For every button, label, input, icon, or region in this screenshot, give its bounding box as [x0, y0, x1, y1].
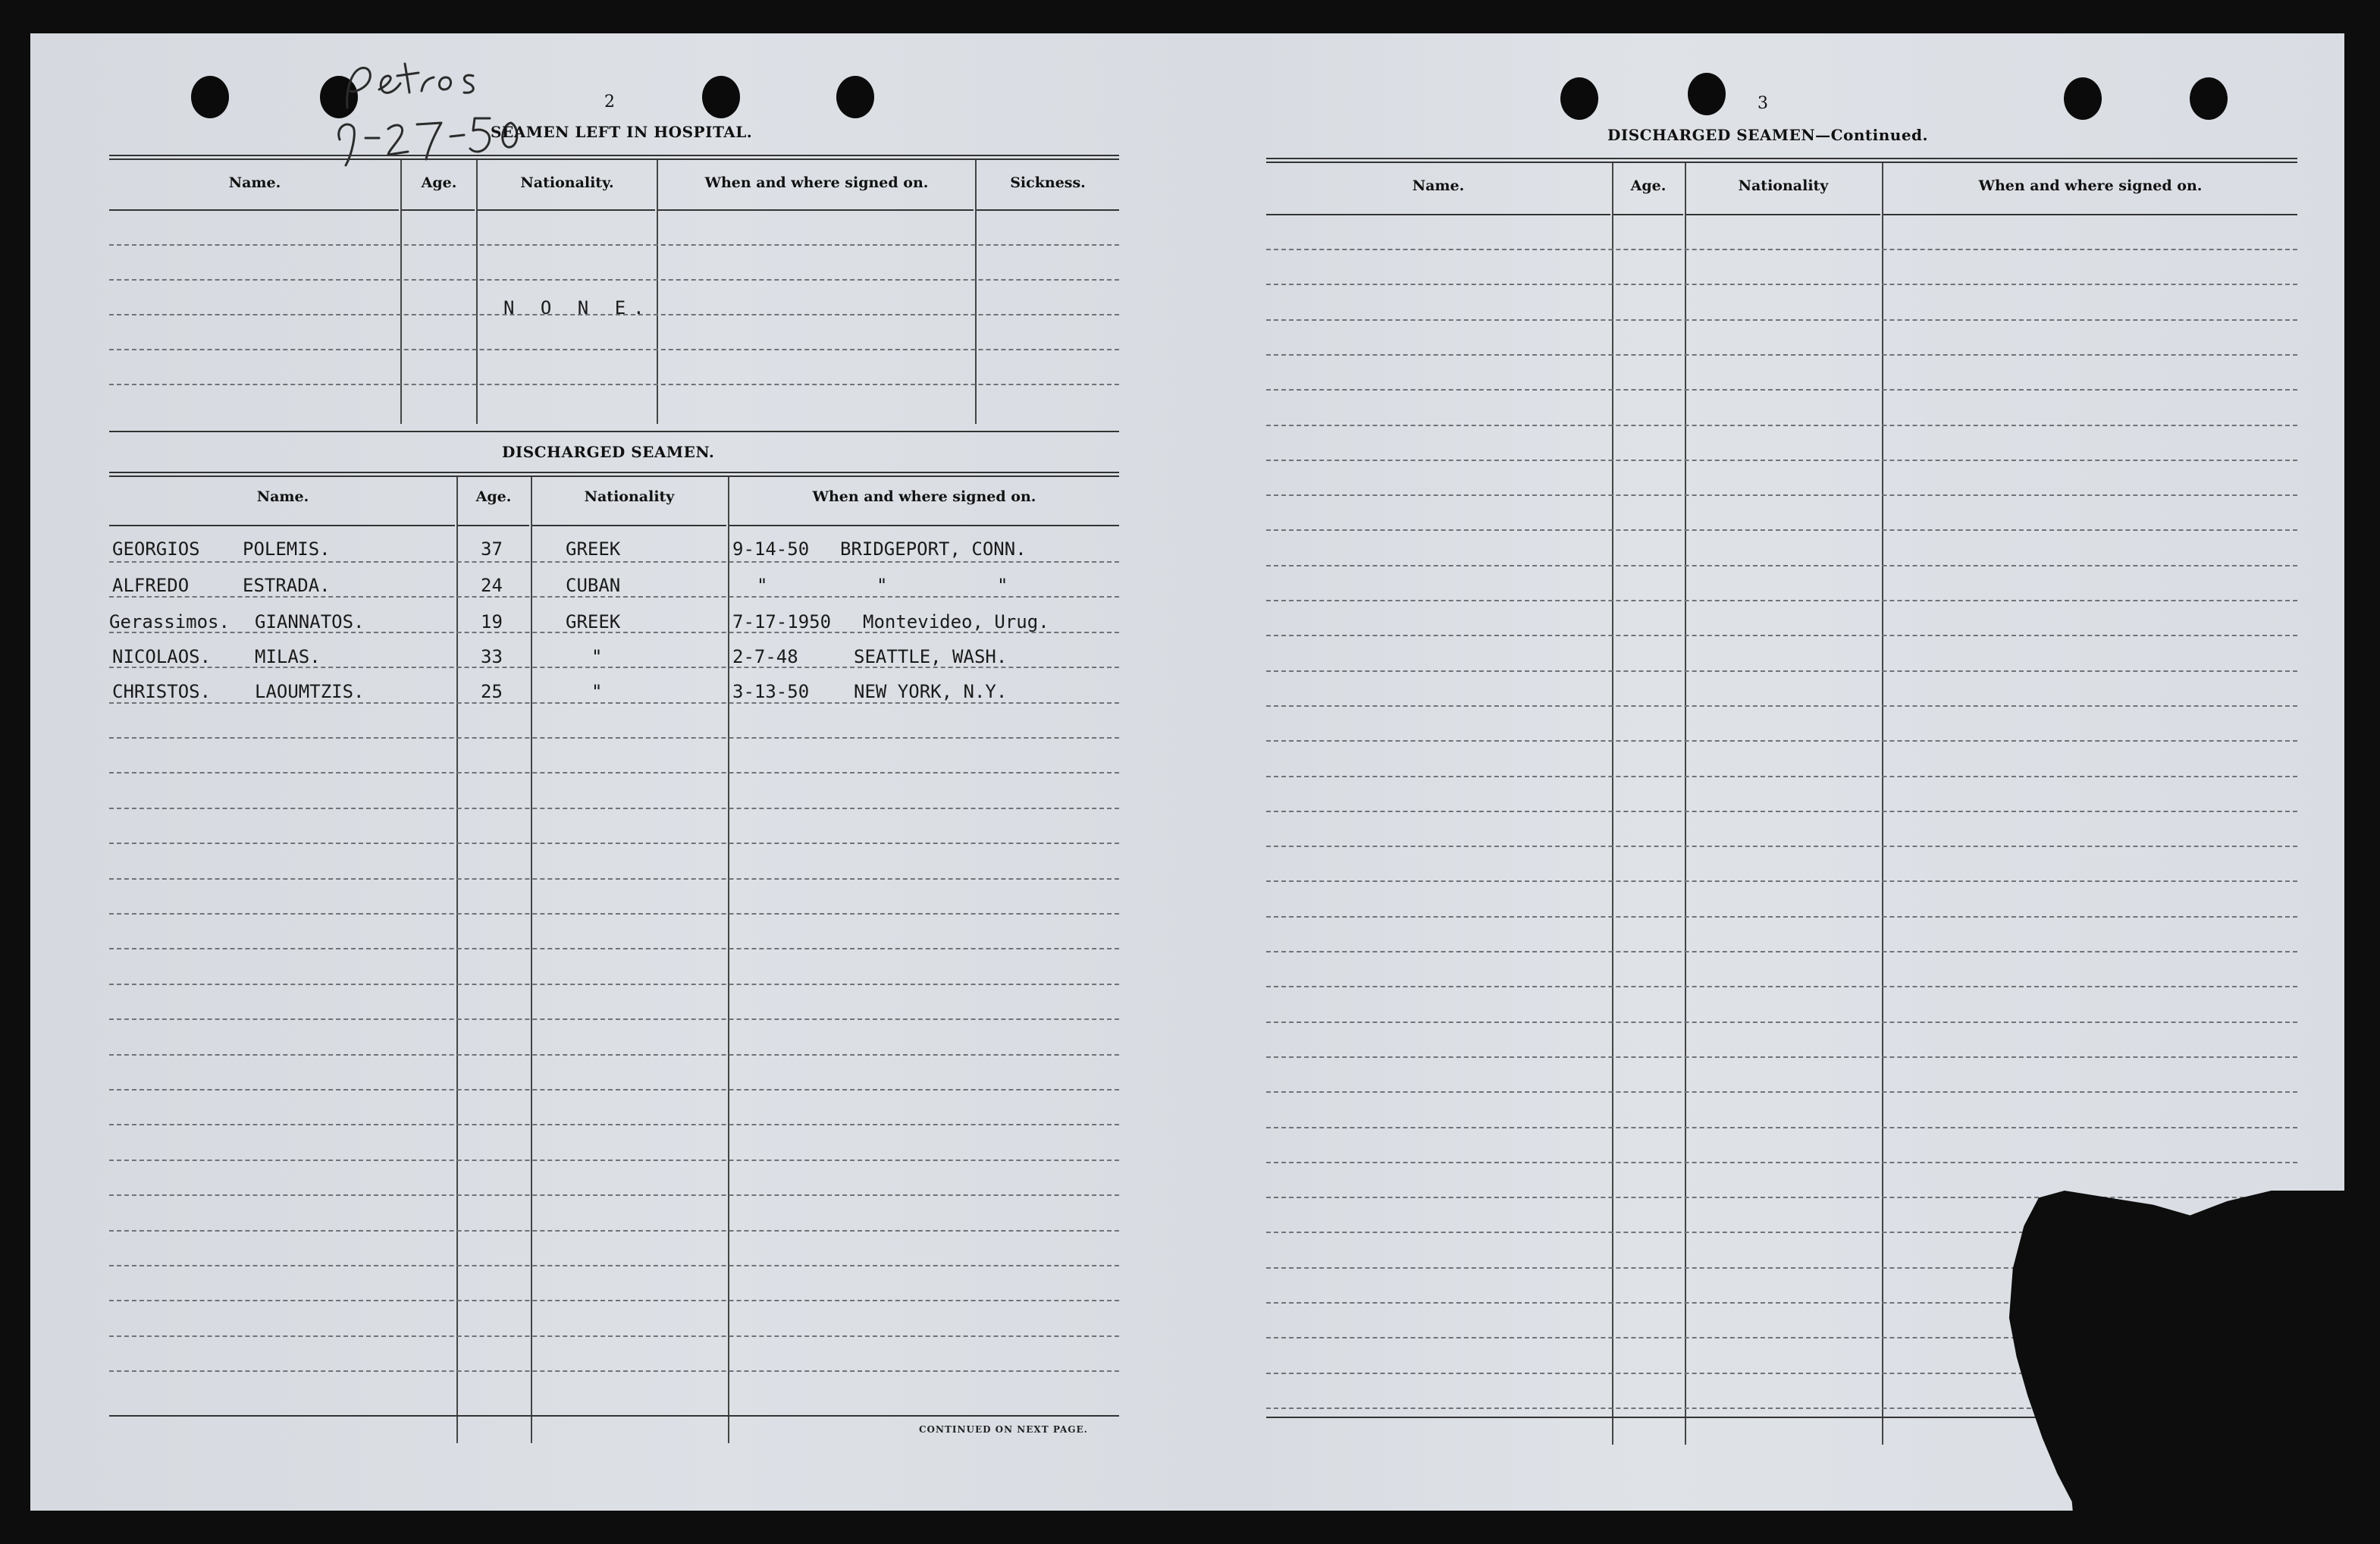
ruled-line	[1266, 1162, 2297, 1163]
ruled-line	[1266, 776, 2297, 777]
ruled-line	[109, 1335, 1119, 1337]
ruled-line	[1266, 811, 2297, 812]
column-divider	[531, 477, 532, 1443]
ruled-line	[1266, 425, 2297, 426]
seaman-last-name: LAOUMTZIS.	[255, 681, 365, 702]
discharged-table-bottom-rule	[109, 1415, 1119, 1417]
ruled-line	[109, 1124, 1119, 1125]
ruled-line	[1266, 284, 2297, 285]
seaman-nationality: GREEK	[566, 611, 621, 632]
column-header: When and where signed on.	[704, 174, 929, 191]
column-header: Name.	[1412, 177, 1465, 194]
ruled-line	[1266, 740, 2297, 742]
ruled-line	[109, 349, 1119, 350]
header-rule	[1266, 214, 1610, 215]
torn-page-corner	[2005, 1191, 2375, 1544]
column-header: Age.	[421, 174, 457, 191]
ruled-line	[109, 1230, 1119, 1232]
punch-hole	[2064, 77, 2102, 120]
column-header: Age.	[1630, 177, 1667, 194]
header-rule	[478, 209, 655, 211]
ruled-line	[109, 1160, 1119, 1161]
signed-on-date: 9-14-50	[732, 538, 810, 560]
seaman-nationality: GREEK	[566, 538, 621, 560]
discharged-continued-title: DISCHARGED SEAMEN—Continued.	[1607, 126, 1928, 144]
ruled-line	[109, 984, 1119, 985]
ruled-line	[1266, 249, 2297, 250]
ruled-line	[1266, 565, 2297, 566]
column-divider	[456, 477, 458, 1443]
column-header: Nationality.	[520, 174, 614, 191]
header-rule	[977, 209, 1119, 211]
header-rule	[109, 525, 455, 526]
column-header: Sickness.	[1010, 174, 1086, 191]
ruled-line	[1266, 1127, 2297, 1128]
punch-hole	[1560, 77, 1598, 120]
right-table-top-rule	[1266, 158, 2297, 163]
handwritten-annotation	[325, 55, 567, 179]
seaman-age: 37	[481, 538, 503, 560]
ruled-line	[1266, 846, 2297, 847]
signed-on-date: 3-13-50	[732, 681, 810, 702]
ruled-line	[1266, 1091, 2297, 1093]
signed-on-date: "	[757, 575, 768, 596]
punch-hole	[1688, 73, 1726, 115]
ruled-line	[109, 244, 1119, 246]
column-header: Nationality	[1738, 177, 1829, 194]
seaman-first-name: GEORGIOS	[112, 538, 200, 560]
ruled-line	[1266, 389, 2297, 391]
ruled-line	[1266, 319, 2297, 321]
ruled-line	[109, 772, 1119, 774]
header-rule	[458, 525, 529, 526]
hospital-table-bottom-rule	[109, 431, 1119, 432]
ruled-line	[109, 279, 1119, 281]
ruled-line	[1266, 354, 2297, 356]
punch-hole	[702, 76, 740, 118]
ruled-line	[109, 913, 1119, 915]
ruled-line	[1266, 494, 2297, 496]
ruled-line	[1266, 600, 2297, 601]
seaman-age: 24	[481, 575, 503, 596]
ruled-line	[109, 843, 1119, 844]
continued-footer: CONTINUED ON NEXT PAGE.	[919, 1424, 1088, 1435]
ruled-line	[1266, 1021, 2297, 1023]
ruled-line	[1266, 705, 2297, 707]
discharged-table-top-rule	[109, 472, 1119, 477]
header-rule	[1686, 214, 1880, 215]
seaman-first-name: CHRISTOS.	[112, 681, 212, 702]
signed-on-date: 7-17-1950	[732, 611, 832, 632]
ruled-line	[1266, 1197, 2297, 1198]
ruled-line	[109, 948, 1119, 949]
ruled-line	[109, 878, 1119, 880]
header-rule	[1883, 214, 2297, 215]
ship-manifest-sheet	[30, 33, 2344, 1511]
header-rule	[658, 209, 974, 211]
signed-on-place: Montevideo, Urug.	[863, 611, 1049, 632]
punch-hole	[2190, 77, 2228, 120]
punch-hole	[836, 76, 874, 118]
seaman-age: 25	[481, 681, 503, 702]
signed-on-date: 2-7-48	[732, 646, 798, 667]
column-header: When and where signed on.	[812, 488, 1036, 505]
seaman-age: 33	[481, 646, 503, 667]
ruled-line	[1266, 986, 2297, 987]
seaman-last-name: GIANNATOS.	[255, 611, 365, 632]
ruled-line	[109, 596, 1119, 598]
ruled-line	[1266, 951, 2297, 952]
signed-on-place: BRIDGEPORT, CONN.	[840, 538, 1027, 560]
seaman-nationality: "	[591, 646, 603, 667]
hospital-table-top-rule	[109, 155, 1119, 160]
ruled-line	[109, 1194, 1119, 1196]
ruled-line	[109, 1054, 1119, 1056]
hospital-section-title: SEAMEN LEFT IN HOSPITAL.	[491, 123, 753, 141]
column-header: Nationality	[584, 488, 675, 505]
hospital-none-entry: N O N E.	[503, 297, 652, 319]
seaman-nationality: "	[591, 681, 603, 702]
ruled-line	[109, 1300, 1119, 1301]
ruled-line	[1266, 670, 2297, 672]
seaman-first-name: Gerassimos.	[109, 611, 230, 632]
column-header: Name.	[256, 488, 309, 505]
column-header: Age.	[475, 488, 512, 505]
discharged-section-title: DISCHARGED SEAMEN.	[502, 443, 715, 461]
ruled-line	[109, 1018, 1119, 1020]
ruled-line	[109, 1265, 1119, 1266]
ruled-line	[109, 737, 1119, 739]
ruled-line	[1266, 529, 2297, 531]
header-rule	[729, 525, 1119, 526]
page-number: 3	[1758, 94, 1768, 113]
ruled-line	[109, 1089, 1119, 1091]
header-rule	[1613, 214, 1683, 215]
seaman-nationality: CUBAN	[566, 575, 621, 596]
seaman-age: 19	[481, 611, 503, 632]
column-divider	[728, 477, 729, 1443]
seaman-last-name: MILAS.	[255, 646, 321, 667]
ruled-line	[1266, 916, 2297, 918]
column-header: When and where signed on.	[1978, 177, 2203, 194]
seaman-last-name: POLEMIS.	[243, 538, 331, 560]
header-rule	[532, 525, 726, 526]
header-rule	[402, 209, 475, 211]
ruled-line	[1266, 460, 2297, 461]
seaman-first-name: NICOLAOS.	[112, 646, 212, 667]
seaman-last-name: ESTRADA.	[243, 575, 331, 596]
signed-on-place: NEW YORK, N.Y.	[854, 681, 1008, 702]
punch-hole	[191, 76, 229, 118]
header-rule	[109, 209, 399, 211]
ruled-line	[109, 808, 1119, 809]
column-header: Name.	[228, 174, 281, 191]
signed-on-place: SEATTLE, WASH.	[854, 646, 1008, 667]
ruled-line	[1266, 880, 2297, 882]
signed-on-place: " "	[876, 575, 1008, 596]
ruled-line	[109, 384, 1119, 385]
ruled-line	[1266, 635, 2297, 636]
ruled-line	[1266, 1056, 2297, 1058]
ruled-line	[109, 561, 1119, 563]
page-number: 2	[604, 93, 615, 111]
seaman-first-name: ALFREDO	[112, 575, 190, 596]
ruled-line	[109, 1370, 1119, 1372]
